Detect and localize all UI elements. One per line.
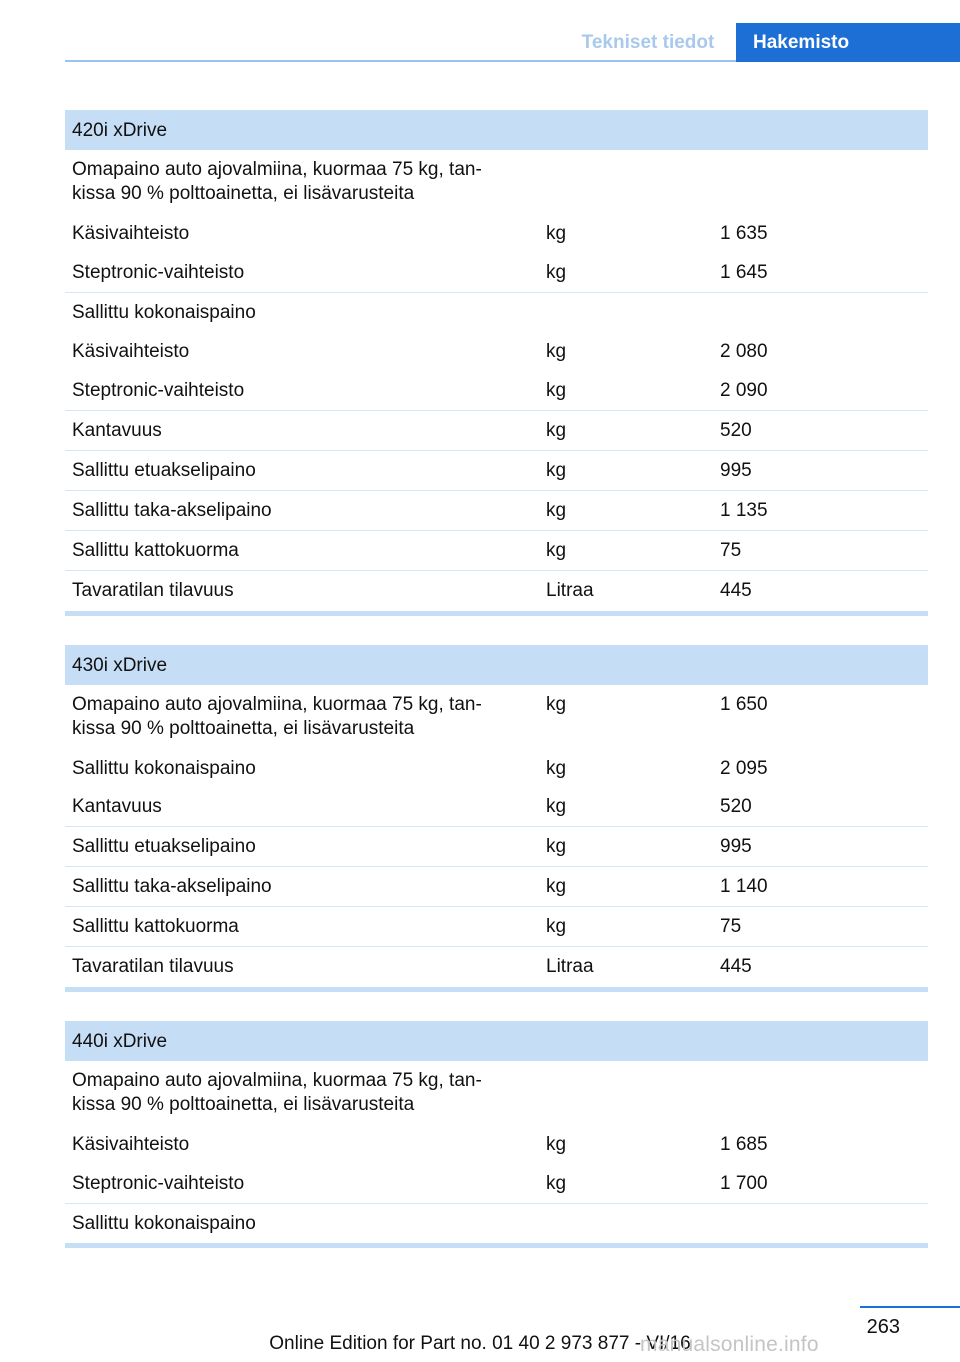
row-label (65, 1069, 540, 1125)
table-row (65, 907, 928, 947)
row-unit: kg (546, 223, 567, 244)
table-row (65, 827, 928, 867)
spec-table-430i (65, 645, 928, 992)
table-row (65, 787, 928, 827)
row-unit (540, 1069, 713, 1125)
row-value: 1 700 (720, 1173, 768, 1194)
table-row (65, 685, 928, 749)
row-unit (540, 158, 713, 214)
row-value: 1 685 (720, 1134, 768, 1155)
row-label: Käsivaihteisto (72, 223, 190, 244)
row-value: 445 (720, 956, 752, 977)
tab-tekniset-tiedot[interactable]: Tekniset tiedot (581, 32, 715, 53)
row-value: 2 095 (720, 758, 768, 779)
row-unit: kg (546, 262, 567, 283)
row-unit: kg (546, 1173, 567, 1194)
table-row (65, 411, 928, 451)
row-value (713, 1069, 928, 1125)
table-row (65, 1061, 928, 1125)
row-unit: Litraa (546, 580, 594, 601)
row-label: Sallittu kattokuorma (72, 540, 239, 561)
row-value: 2 080 (720, 341, 768, 362)
row-value: 520 (720, 796, 752, 817)
row-unit: kg (546, 796, 567, 817)
table-row (65, 253, 928, 293)
row-unit: kg (546, 694, 567, 715)
edition-footer: Online Edition for Part no. 01 40 2 973 877 - VI/16 (269, 1333, 691, 1354)
row-unit: kg (546, 341, 567, 362)
row-value: 995 (720, 460, 752, 481)
row-unit: Litraa (546, 956, 594, 977)
row-value: 2 090 (720, 380, 768, 401)
row-label-text: Omapaino auto ajovalmiina, kuormaa 75 kg, tan‐ kissa 90 % polttoainetta, ei lisävarusteita (72, 1070, 482, 1115)
row-value: 1 140 (720, 876, 768, 897)
spec-table-420i (65, 110, 928, 616)
row-value: 520 (720, 420, 752, 441)
table-row (65, 531, 928, 571)
row-value: 1 635 (720, 223, 768, 244)
row-unit: kg (546, 758, 567, 779)
row-label: Kantavuus (72, 420, 162, 441)
table-row (65, 1125, 928, 1164)
table-row (65, 867, 928, 907)
table-row (65, 1204, 928, 1243)
row-label: Sallittu kokonaispaino (72, 1213, 256, 1234)
row-value: 75 (720, 540, 742, 561)
row-unit: kg (546, 380, 567, 401)
page-number-rule (860, 1306, 960, 1308)
table-row (65, 749, 928, 787)
table-row (65, 451, 928, 491)
row-label: Tavaratilan tilavuus (72, 580, 234, 601)
row-label: Sallittu taka-akselipaino (72, 500, 272, 521)
row-label: Sallittu kokonaispaino (72, 758, 256, 779)
row-label: Sallittu etuakselipaino (72, 836, 256, 857)
row-value: 995 (720, 836, 752, 857)
row-label: Steptronic-vaihteisto (72, 380, 245, 401)
row-unit: kg (546, 420, 567, 441)
row-unit (540, 301, 713, 332)
table-title: 440i xDrive (65, 1021, 928, 1061)
row-label: Sallittu taka-akselipaino (72, 876, 272, 897)
page-number: 263 (866, 1316, 900, 1338)
table-row (65, 1164, 928, 1204)
row-unit: kg (546, 540, 567, 561)
row-label: Tavaratilan tilavuus (72, 956, 234, 977)
row-unit: kg (546, 460, 567, 481)
table-title: 420i xDrive (65, 110, 928, 150)
row-unit: kg (546, 1134, 567, 1155)
spec-table-440i (65, 1021, 928, 1248)
row-label: Steptronic-vaihteisto (72, 1173, 245, 1194)
row-label: Sallittu kattokuorma (72, 916, 239, 937)
row-unit: kg (546, 916, 567, 937)
row-value: 1 645 (720, 262, 768, 283)
row-label: Sallittu etuakselipaino (72, 460, 256, 481)
table-row (65, 371, 928, 411)
row-unit: kg (546, 500, 567, 521)
row-label: Käsivaihteisto (72, 341, 190, 362)
row-value (713, 1212, 928, 1243)
row-label-text: Omapaino auto ajovalmiina, kuormaa 75 kg, tan‐ kissa 90 % polttoainetta, ei lisävarusteita (72, 159, 482, 204)
row-unit: kg (546, 876, 567, 897)
table-row (65, 947, 928, 987)
row-label: Kantavuus (72, 796, 162, 817)
row-label: Käsivaihteisto (72, 1134, 190, 1155)
table-row (65, 150, 928, 214)
watermark: manualsonline.info (640, 1333, 819, 1356)
table-row (65, 571, 928, 611)
row-value: 445 (720, 580, 752, 601)
row-value (713, 158, 928, 214)
row-label (65, 158, 540, 214)
row-label: Sallittu kokonaispaino (72, 302, 256, 323)
row-value: 1 650 (720, 694, 768, 715)
row-value (713, 301, 928, 332)
row-label: Steptronic-vaihteisto (72, 262, 245, 283)
table-title: 430i xDrive (65, 645, 928, 685)
row-value: 1 135 (720, 500, 768, 521)
table-row (65, 332, 928, 371)
row-unit (540, 1212, 713, 1243)
table-row (65, 214, 928, 253)
row-value: 75 (720, 916, 742, 937)
row-unit: kg (546, 836, 567, 857)
table-row (65, 491, 928, 531)
table-row (65, 293, 928, 332)
row-label (65, 693, 540, 749)
tab-hakemisto[interactable]: Hakemisto (736, 23, 960, 62)
row-label-text: Omapaino auto ajovalmiina, kuormaa 75 kg, tan‐ kissa 90 % polttoainetta, ei lisävarusteita (72, 694, 482, 739)
